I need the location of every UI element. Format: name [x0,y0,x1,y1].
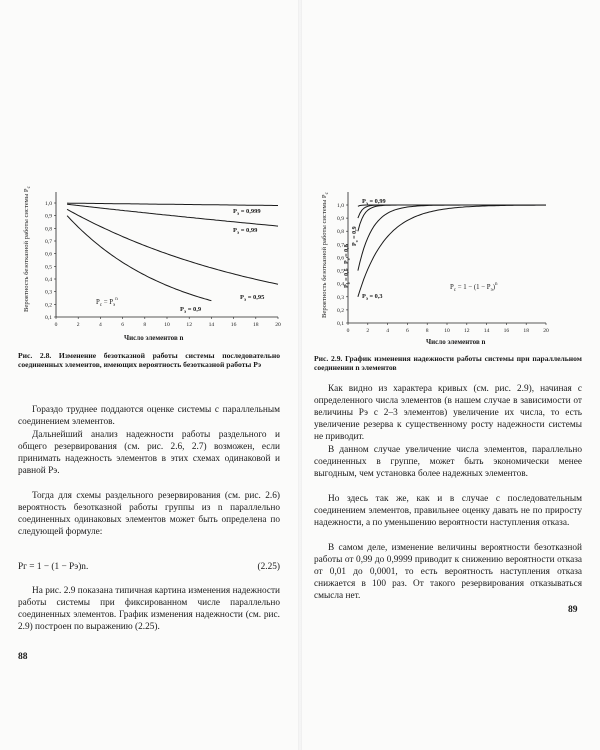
x-tick-label: 18 [523,328,529,334]
series-line-3 [67,216,211,301]
x-tick-label: 6 [121,322,124,328]
y-tick-label: 0,4 [337,281,344,288]
book-gutter [298,0,302,750]
x-tick-label: 2 [76,322,80,328]
x-tick-label: 10 [444,328,450,334]
y-axis-label: Вероятность безотказной работы системы $P_с$ [321,192,330,318]
paragraph: Тогда для схемы раздельного резервирования (см. рис. 2.6) вероятность безотказной работы группы из n параллельно соединенных одинаковых элементов может быть определена по следующей формуле: [18,491,280,537]
paragraph: Но здесь так же, как и в случае с последовательным соединением элементов, правильнее оценку давать не по приросту надежности, а по уменьшению вероятности наступления отказа. [314,494,582,528]
paragraph: На рис. 2.9 показана типичная картина изменения надежности работы системы при фиксированном числе параллельно соединенных элементов. График изменения надежности (см. рис. 2.9) построен по выражению (2.25). [18,586,280,632]
figure-caption: Рис. 2.9. График изменения надежности работы системы при параллельном соединении n элементов [314,354,582,373]
page-number: 89 [568,605,578,615]
page-88 [6,0,296,750]
curve-label-09: $P_э = 0,9$ [352,226,359,246]
x-tick-label: 18 [253,322,259,328]
y-tick-label: 0,6 [45,251,52,258]
x-tick-label: 4 [99,322,102,328]
y-tick-label: 0,5 [45,264,52,271]
paragraph: Гораздо труднее поддаются оценке системы с параллельным соединением элементов. [18,405,280,427]
x-tick-label: 16 [230,322,237,328]
x-tick-label: 2 [366,328,370,334]
x-tick-label: 12 [186,322,192,328]
x-tick-label: 8 [425,328,429,334]
page-89 [304,0,594,750]
curve-label-0999: $P_э = 0,999$ [233,208,261,217]
x-tick-label: 20 [275,322,281,328]
y-tick-label: 0,8 [337,229,344,236]
curve-label-095: $P_э = 0,95$ [240,294,265,303]
figure-2-8-chart [6,180,296,330]
figure-2-9-chart [304,178,594,338]
curve-label-03: $P_э = 0,3$ [362,293,383,302]
formula-text: Pг = 1 − (1 − Pэ)n. [18,562,89,572]
x-tick-label: 16 [503,328,510,334]
curve-label-05: $P_э = 0,5$ [344,268,351,288]
x-tick-label: 14 [208,322,215,328]
curve-label-099: $P_э = 0,99$ [233,227,258,236]
y-tick-label: 0,9 [337,216,344,223]
y-axis-label: Вероятность безотказной работы системы $P_с$ [23,186,32,312]
y-tick-label: 0,7 [337,242,344,249]
curve-label-08: $P_э = 0,8$ [344,244,351,264]
y-tick-label: 0,1 [337,321,344,327]
series-line-0 [67,203,278,205]
formula-2-25 [18,561,280,573]
y-tick-label: 0,7 [45,239,52,245]
x-tick-label: 20 [543,328,549,334]
x-axis-label: Число элементов n [426,338,486,346]
series-line-2 [67,209,278,284]
series-line-1 [358,205,546,218]
y-tick-label: 0,3 [337,294,344,301]
y-tick-label: 0,3 [45,289,52,296]
curve-label-099: $P_э = 0,99$ [362,198,386,207]
paragraph: В самом деле, изменение величины вероятности безотказной работы от 0,99 до 0,9999 приводит к снижению вероятности отказа от 0,01 до 0,0001, то есть вероятность наступления отказа снижается в 100 раз. От такого резервирования отказываться смысла нет. [314,543,582,601]
y-tick-label: 1,0 [337,203,344,209]
formula-label: $P_c = 1 - (1 - P_э)^n$ [450,282,498,293]
x-tick-label: 12 [464,328,470,334]
y-tick-label: 0,2 [45,302,52,309]
paragraph: Дальнейший анализ надежности работы раздельного и общего резервирования (см. рис. 2.6, 2.7) возможен, если принимать надежность элементов в этих схемах одинаковой и равной Pэ. [18,430,280,476]
y-tick-label: 0,1 [45,315,52,321]
x-tick-label: 4 [386,328,389,334]
x-tick-label: 0 [54,322,58,328]
figure-caption: Рис. 2.8. Изменение безотказной работы системы последовательно соединенных элементов, имеющих вероятность безотказной работы Pэ [18,351,280,370]
y-tick-label: 0,4 [45,277,52,283]
y-tick-label: 0,5 [337,268,344,275]
y-tick-label: 0,8 [45,226,52,233]
paragraph: В данном случае увеличение числа элементов, параллельно соединенных в группе, может быть экономически менее выгодным, чем установка более надежных элементов. [314,445,582,479]
series-line-2 [358,205,546,231]
x-tick-label: 14 [483,328,490,334]
curve-label-09: $P_э = 0,9$ [180,306,202,315]
x-tick-label: 6 [406,328,409,334]
y-tick-label: 1,0 [45,201,52,207]
formula-label: $P_c = P_э^n$ [96,297,118,308]
x-axis-label: Число элементов n [124,334,184,342]
page-number: 88 [18,652,28,662]
x-tick-label: 8 [143,322,147,328]
y-tick-label: 0,9 [45,213,52,220]
y-tick-label: 0,2 [337,307,344,314]
x-tick-label: 10 [164,322,170,328]
paragraph: Как видно из характера кривых (см. рис. 2.9), начиная с определенного числа элементов (в нашем случае в зависимости от величины Pэ с 2–3 элементов) увеличение их числа, то есть увеличение резерва к существенному росту надежности системы не приводит. [314,384,582,442]
y-tick-label: 0,6 [337,255,344,262]
formula-number: (2.25) [257,562,280,572]
x-tick-label: 0 [346,328,350,334]
